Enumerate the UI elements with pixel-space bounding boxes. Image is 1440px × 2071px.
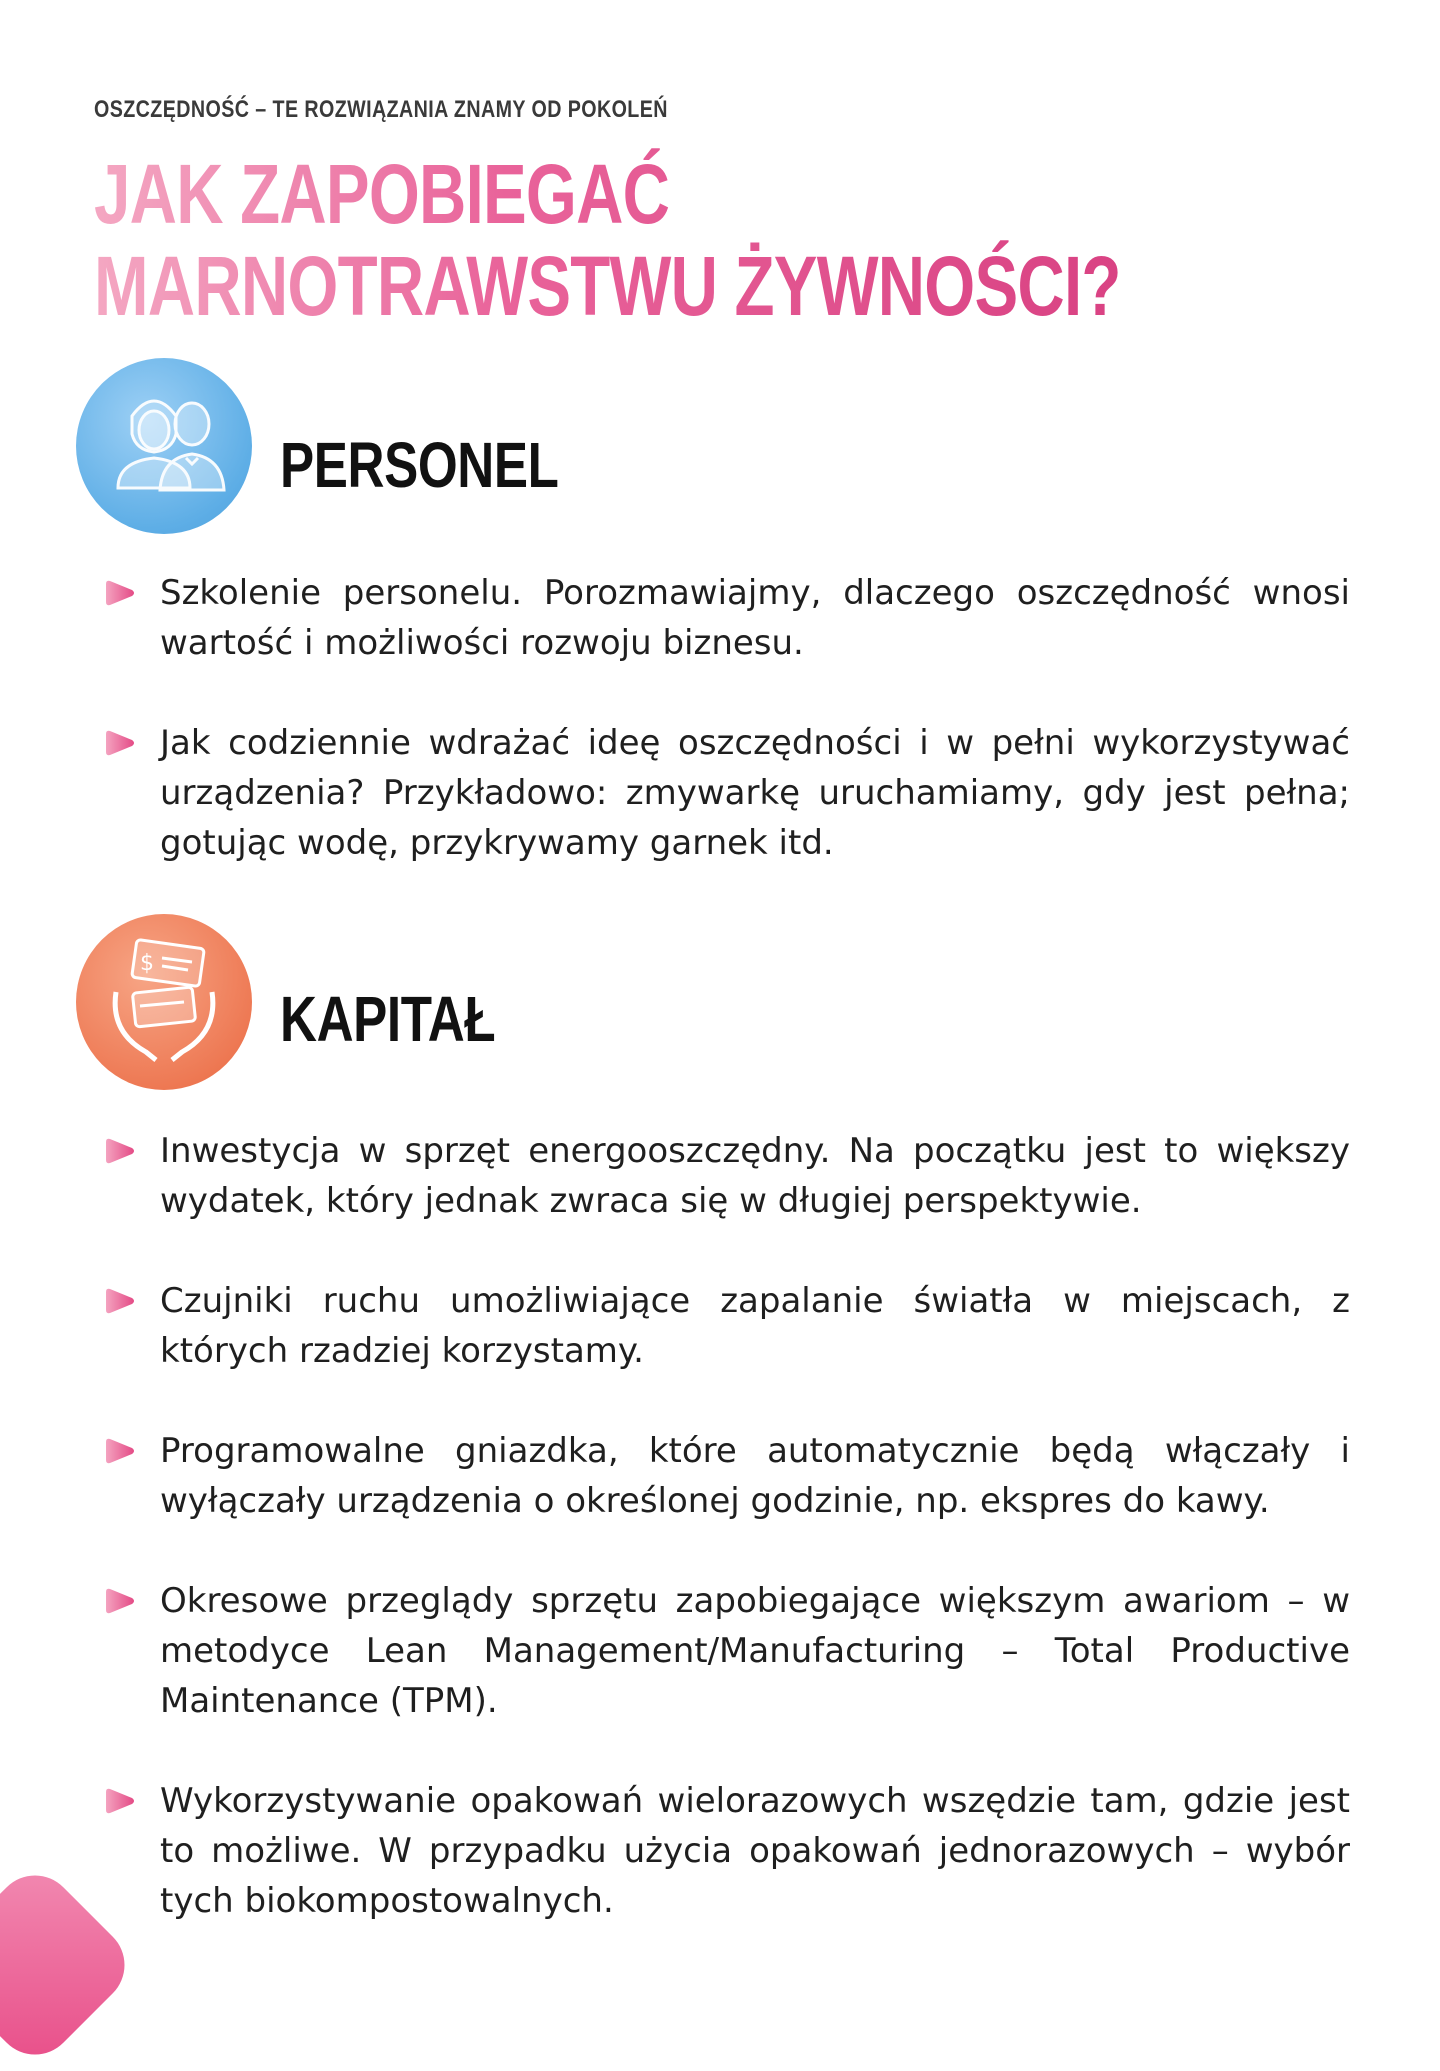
bullet-icon	[104, 1438, 136, 1464]
bullet-icon	[104, 730, 136, 756]
list-item	[100, 568, 1350, 668]
list-item	[100, 1276, 1350, 1376]
list-item-text: Programowalne gniazdka, które automatycznie będą włączały i wyłączały urządzenia o określonej godzinie, np. ekspres do kawy.	[160, 1431, 1350, 1521]
list-item	[100, 718, 1350, 868]
svg-text:$: $	[140, 951, 154, 976]
hands-money-icon	[76, 914, 252, 1090]
section-heading-kapital: KAPITAŁ	[280, 983, 496, 1055]
bullet-icon	[104, 1138, 136, 1164]
list-item-text: Inwestycja w sprzęt energooszczędny. Na początku jest to większy wydatek, który jednak zwraca się w długiej perspektywie.	[160, 1131, 1350, 1221]
page-title-line-2: MARNOTRAWSTWU ŻYWNOŚCI?	[94, 239, 1121, 333]
section-heading-personel: PERSONEL	[280, 429, 559, 501]
page-title	[94, 148, 1121, 332]
section-kicker: OSZCZĘDNOŚĆ – TE ROZWIĄZANIA ZNAMY OD POKOLEŃ	[94, 96, 668, 123]
list-item-text: Okresowe przeglądy sprzętu zapobiegające większym awariom – w metodyce Lean Management/Manufacturing – Total Productive Maintenance (TPM).	[160, 1581, 1350, 1721]
list-item	[100, 1776, 1350, 1926]
list-item-text: Wykorzystywanie opakowań wielorazowych wszędzie tam, gdzie jest to możliwe. W przypadku użycia opakowań jednorazowych – wybór tych biokompostowalnych.	[160, 1781, 1350, 1921]
bullet-icon	[104, 580, 136, 606]
bullet-icon	[104, 1788, 136, 1814]
list-item-text: Szkolenie personelu. Porozmawiajmy, dlaczego oszczędność wnosi wartość i możliwości rozwoju biznesu.	[160, 573, 1350, 663]
list-item-text: Jak codziennie wdrażać ideę oszczędności i w pełni wykorzystywać urządzenia? Przykładowo: zmywarkę uruchamiamy, gdy jest pełna; gotując wodę, przykrywamy garnek itd.	[160, 723, 1350, 863]
page-title-line-1: JAK ZAPOBIEGAĆ	[94, 147, 670, 241]
personel-list	[100, 568, 1350, 918]
list-item	[100, 1426, 1350, 1526]
kapital-list	[100, 1126, 1350, 1976]
people-icon	[76, 358, 252, 534]
bullet-icon	[104, 1288, 136, 1314]
bullet-icon	[104, 1588, 136, 1614]
list-item-text: Czujniki ruchu umożliwiające zapalanie światła w miejscach, z których rzadziej korzystamy.	[160, 1281, 1350, 1371]
list-item	[100, 1576, 1350, 1726]
list-item	[100, 1126, 1350, 1226]
